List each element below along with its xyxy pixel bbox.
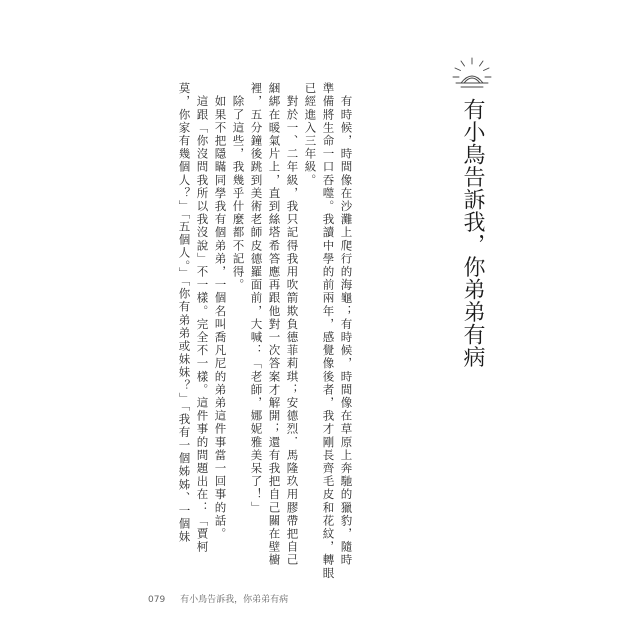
- body-column-2: 準備將生命一口吞噬。我讀中學的前兩年，感覺像後者，我才剛長齊毛皮和花紋，轉眼: [321, 82, 336, 580]
- body-column-10: 莫，你家有幾個人？」「五個人。」「你有弟弟或妹妹？」「我有一個姊姊、一個妹: [177, 82, 192, 544]
- chapter-title: 有小鳥告訴我，你弟弟有病: [460, 98, 485, 368]
- body-column-3: 已經進入三年級。: [303, 82, 318, 187]
- running-head: 有小鳥告訴我，你弟弟有病: [180, 595, 289, 605]
- body-column-8: 如果不把隱瞞同學我有個弟弟，一個名叫喬凡尼的弟弟這件事當一回事的話。: [213, 82, 228, 541]
- body-column-6: 裡，五分鐘後跳到美術老師皮德羅面前，大喊：「老師，娜妮雅美呆了！」: [249, 82, 264, 515]
- body-column-5: 綑綁在暖氣片上，直到絲塔希答應再跟他對一次答案才解開；還有我把自己關在壁櫥: [267, 82, 282, 567]
- body-column-7: 除了這些，我幾乎什麼都不記得。: [231, 82, 246, 292]
- body-column-4: 對於一、二年級，我只記得我用吹箭欺負德菲莉琪；安德烈．馬隆玖用膠帶把自己: [285, 82, 300, 567]
- page-footer: [148, 592, 288, 605]
- page-number: 079: [148, 595, 166, 605]
- sun-icon: [452, 56, 492, 92]
- body-column-9: 這跟「你沒問我所以我沒說」不一樣。完全不一樣。這件事的問題出在：「賈柯: [195, 82, 210, 554]
- body-column-1: 有時候，時間像在沙灘上爬行的海龜；有時候，時間像在草原上奔馳的獵豹，隨時: [339, 82, 354, 567]
